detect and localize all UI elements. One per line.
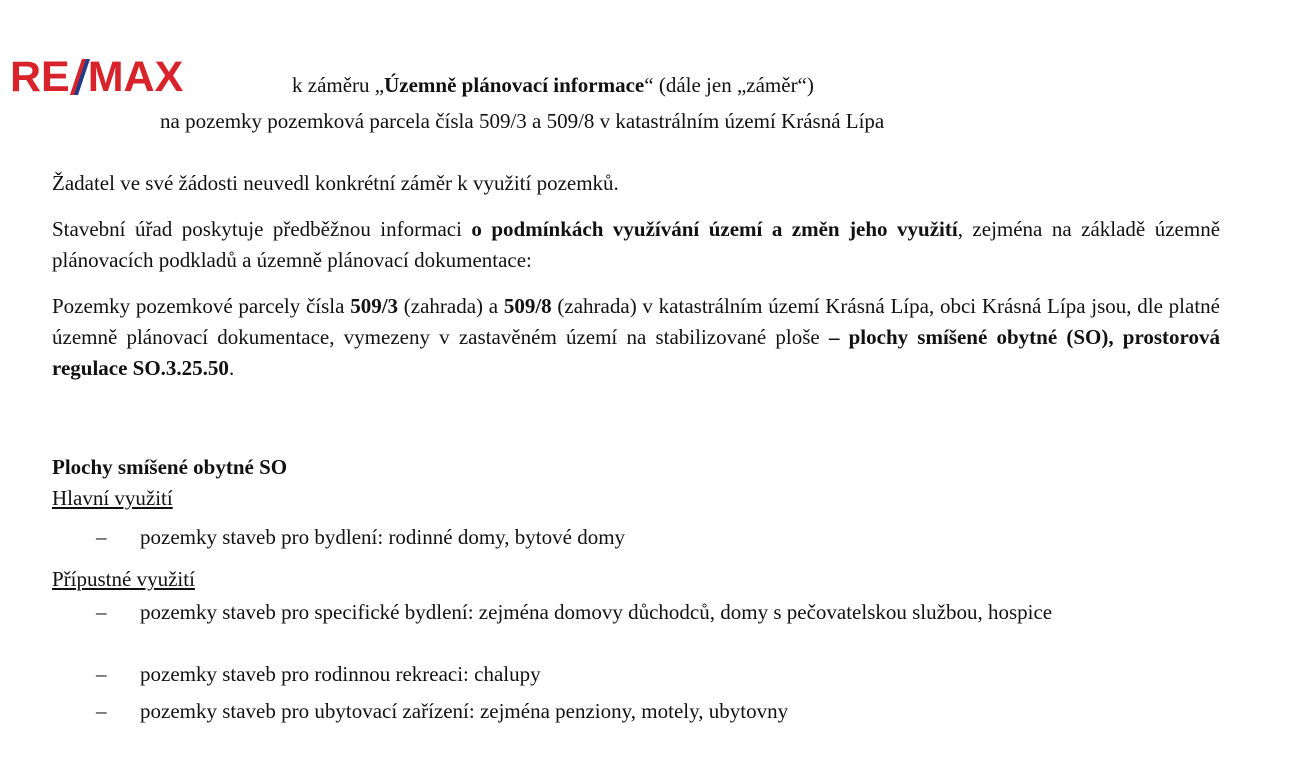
header-bold-title: Územně plánovací informace [384,73,645,97]
allowed-use-heading: Přípustné využití [52,567,195,591]
remax-logo [10,53,184,101]
paragraph-3-text-e: (zahrada) v katastrálním území Krásná Lípa, obci Krásná Lípa jsou, dle platné územně plánovací dokumentace, vymezeny v zastavěném území na stabilizované ploše [52,294,1220,349]
list-item [96,696,1220,727]
paragraph-3-period: . [228,356,235,380]
paragraph-3 [52,291,1220,384]
list-item-text: pozemky staveb pro ubytovací zařízení: zejména penziony, motely, ubytovny [140,699,789,723]
list-item [96,597,1220,628]
paragraph-2-text-a: Stavební úřad poskytuje předběžnou informaci [52,217,472,241]
logo-text-max: MAX [87,53,184,101]
paragraph-2-bold: o podmínkách využívání území a změn jeho využití [471,217,958,241]
list-item [96,522,1220,553]
header-line-2: na pozemky pozemková parcela čísla 509/3 a 509/8 v katastrálním území Krásná Lípa [160,109,885,133]
dash-bullet: – [96,699,107,723]
list-item-text: pozemky staveb pro bydlení: rodinné domy, bytové domy [140,525,626,549]
header-suffix: “ (dále jen „záměr“) [644,73,814,97]
section-title: Plochy smíšené obytné SO [52,455,288,479]
paragraph-3-text-c: (zahrada) a [398,294,504,318]
header-line-1 [292,72,814,98]
paragraph-2 [52,214,1220,276]
paragraph-2-text-b: , zejména na základě územně plánovacích podkladů a územně plánovací dokumentace: [52,217,1221,272]
logo-text-re: RE [10,53,70,101]
paragraph-3-text-a: Pozemky pozemkové parcely čísla [52,294,351,318]
dash-bullet: – [96,600,107,624]
dash-bullet: – [96,662,107,686]
list-item-text: pozemky staveb pro specifické bydlení: zejména domovy důchodců, domy s pečovatelskou službou, hospice [140,600,1053,624]
logo-slash-icon [68,55,90,99]
list-item-text: pozemky staveb pro rodinnou rekreaci: chalupy [140,662,541,686]
list-item [96,659,1220,690]
main-use-heading: Hlavní využití [52,486,173,510]
paragraph-3-bold-zoning: – plochy smíšené obytné (SO), prostorová regulace SO.3.25.50 [52,325,1220,380]
parcel-number-1: 509/3 [350,294,399,318]
paragraph-1: Žadatel ve své žádosti neuvedl konkrétní záměr k využití pozemků. [52,171,619,195]
header-prefix: k záměru „ [292,73,385,97]
dash-bullet: – [96,525,107,549]
parcel-number-2: 509/8 [503,294,552,318]
